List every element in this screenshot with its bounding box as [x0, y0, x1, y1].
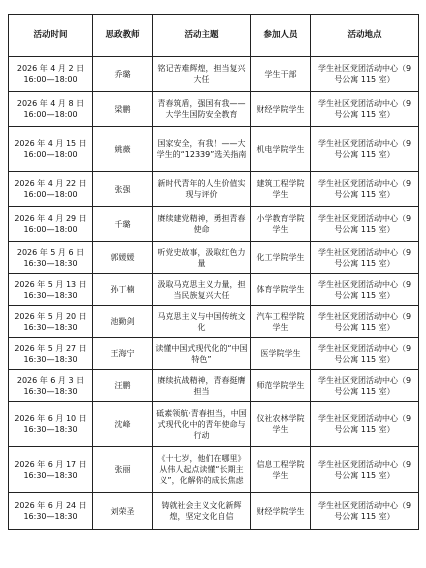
table-row: [9, 370, 419, 402]
cell-theme: 青春筑盾，强国有我——大学生国防安全教育: [153, 92, 251, 127]
cell-time: [9, 172, 93, 207]
cell-participants: 体育学院学生: [251, 274, 311, 306]
cell-teacher: 王海宁: [93, 338, 153, 370]
table-header-row: [9, 15, 419, 57]
cell-location: 学生社区党团活动中心（9 号公寓 115 室）: [311, 127, 419, 172]
cell-theme: 铭记苦难辉煌，担当复兴大任: [153, 57, 251, 92]
cell-time-text: 16:30—18:30: [23, 512, 78, 521]
cell-date-text: 2026 年 6 月 3 日: [16, 375, 85, 385]
cell-date-text: 2026 年 4 月 2 日: [16, 64, 85, 73]
cell-participants: 小学教育学院学生: [251, 207, 311, 242]
table-row: [9, 274, 419, 306]
cell-theme: 新时代青年的人生价值实现与评价: [153, 172, 251, 207]
cell-location: 学生社区党团活动中心（9 号公寓 115 室）: [311, 493, 419, 530]
cell-time: [9, 306, 93, 338]
table-row: [9, 402, 419, 447]
table-row: [9, 338, 419, 370]
cell-theme: 汲取马克思主义力量，担当民族复兴大任: [153, 274, 251, 306]
cell-time: [9, 274, 93, 306]
cell-location: 学生社区党团活动中心（9 号公寓 115 室）: [311, 207, 419, 242]
cell-teacher: 沈峰: [93, 402, 153, 447]
header-participants: 参加人员: [251, 15, 311, 57]
table-row: [9, 127, 419, 172]
cell-location: 学生社区党团活动中心（9 号公寓 115 室）: [311, 447, 419, 493]
table-body: [9, 57, 419, 530]
cell-theme: 马克思主义与中国传统文化: [153, 306, 251, 338]
cell-time-text: 16:00—18:00: [23, 75, 78, 84]
cell-location: 学生社区党团活动中心（9 号公寓 115 室）: [311, 57, 419, 92]
cell-teacher: 汪鹏: [93, 370, 153, 402]
table-row: [9, 57, 419, 92]
cell-location: 学生社区党团活动中心（9 号公寓 115 室）: [311, 274, 419, 306]
cell-teacher: 千璐: [93, 207, 153, 242]
cell-theme: 赓续抗战精神，青春挺膺担当: [153, 370, 251, 402]
cell-time: [9, 207, 93, 242]
cell-time-text: 16:00—18:00: [23, 190, 78, 199]
cell-teacher: 郭媛媛: [93, 242, 153, 274]
cell-time-text: 16:30—18:30: [23, 425, 78, 434]
cell-time: [9, 242, 93, 274]
cell-teacher: 姚薇: [93, 127, 153, 172]
cell-time: [9, 402, 93, 447]
cell-teacher: 张强: [93, 172, 153, 207]
cell-date-text: 2026 年 6 月 24 日: [14, 501, 87, 510]
cell-location: 学生社区党团活动中心（9 号公寓 115 室）: [311, 402, 419, 447]
cell-participants: 医学院学生: [251, 338, 311, 370]
table-row: [9, 493, 419, 530]
cell-theme: 读懂中国式现代化的“中国特色”: [153, 338, 251, 370]
cell-theme: 砥素领航·青春担当，中国式现代化中的青年使命与行动: [153, 402, 251, 447]
cell-location: 学生社区党团活动中心（9 号公寓 115 室）: [311, 370, 419, 402]
cell-theme: 国家安全，有我！——大学生的“12339”选关指南: [153, 127, 251, 172]
cell-teacher: 池勤剑: [93, 306, 153, 338]
cell-participants: 建筑工程学院学生: [251, 172, 311, 207]
cell-teacher: 张丽: [93, 447, 153, 493]
table-row: [9, 207, 419, 242]
cell-time-text: 16:00—18:00: [23, 225, 78, 234]
table-row: [9, 172, 419, 207]
cell-time-text: 16:30—18:30: [23, 258, 78, 268]
cell-date-text: 2026 年 6 月 10 日: [14, 414, 87, 423]
cell-time: [9, 57, 93, 92]
cell-participants: 财经学院学生: [251, 493, 311, 530]
cell-theme: 赓续建党精神，勇担青春使命: [153, 207, 251, 242]
cell-location: 学生社区党团活动中心（9 号公寓 115 室）: [311, 338, 419, 370]
cell-time-text: 16:30—18:30: [23, 322, 78, 332]
cell-time-text: 16:00—18:00: [23, 110, 78, 119]
cell-location: 学生社区党团活动中心（9 号公寓 115 室）: [311, 306, 419, 338]
table-row: [9, 242, 419, 274]
cell-theme: 《十七岁，他们在哪里》从伟人起点读懂“长期主义”，化解你的成长焦虑: [153, 447, 251, 493]
schedule-table: [8, 14, 419, 530]
cell-location: 学生社区党团活动中心（9 号公寓 115 室）: [311, 92, 419, 127]
cell-date-text: 2026 年 4 月 29 日: [14, 214, 87, 223]
cell-theme: 听党史故事，汲取红色力量: [153, 242, 251, 274]
cell-theme: 铸就社会主义文化新辉煌，坚定文化自信: [153, 493, 251, 530]
cell-date-text: 2026 年 4 月 15 日: [14, 139, 87, 148]
cell-date-text: 2026 年 5 月 20 日: [14, 311, 87, 321]
cell-participants: 汽车工程学院学生: [251, 306, 311, 338]
header-location: 活动地点: [311, 15, 419, 57]
cell-participants: 机电学院学生: [251, 127, 311, 172]
table-row: [9, 447, 419, 493]
cell-participants: 信息工程学院学生: [251, 447, 311, 493]
cell-time-text: 16:00—18:00: [23, 150, 78, 159]
cell-time: [9, 370, 93, 402]
cell-time: [9, 493, 93, 530]
cell-location: 学生社区党团活动中心（9 号公寓 115 室）: [311, 242, 419, 274]
table-row: [9, 306, 419, 338]
cell-participants: 学生干部: [251, 57, 311, 92]
cell-teacher: 乔璐: [93, 57, 153, 92]
cell-time: [9, 92, 93, 127]
cell-teacher: 梁鹏: [93, 92, 153, 127]
cell-date-text: 2026 年 6 月 17 日: [14, 459, 87, 469]
activity-schedule-document: [8, 14, 418, 530]
cell-date-text: 2026 年 5 月 13 日: [14, 279, 87, 289]
cell-location: 学生社区党团活动中心（9 号公寓 115 室）: [311, 172, 419, 207]
cell-time-text: 16:30—18:30: [23, 470, 78, 480]
cell-date-text: 2026 年 4 月 22 日: [14, 179, 87, 188]
cell-time: [9, 338, 93, 370]
cell-participants: 仪社农林学院学生: [251, 402, 311, 447]
table-row: [9, 92, 419, 127]
cell-participants: 师范学院学生: [251, 370, 311, 402]
cell-date-text: 2026 年 4 月 8 日: [16, 99, 85, 108]
header-teacher: 思政教师: [93, 15, 153, 57]
cell-participants: 化工学院学生: [251, 242, 311, 274]
cell-time-text: 16:30—18:30: [23, 386, 78, 396]
header-time: 活动时间: [9, 15, 93, 57]
cell-time-text: 16:30—18:30: [23, 354, 78, 364]
cell-participants: 财经学院学生: [251, 92, 311, 127]
header-theme: 活动主题: [153, 15, 251, 57]
cell-time: [9, 127, 93, 172]
cell-date-text: 2026 年 5 月 27 日: [14, 343, 87, 353]
cell-teacher: 刘荣圣: [93, 493, 153, 530]
cell-date-text: 2026 年 5 月 6 日: [16, 247, 85, 257]
cell-time-text: 16:30—18:30: [23, 290, 78, 300]
cell-teacher: 孙丁楠: [93, 274, 153, 306]
cell-time: [9, 447, 93, 493]
